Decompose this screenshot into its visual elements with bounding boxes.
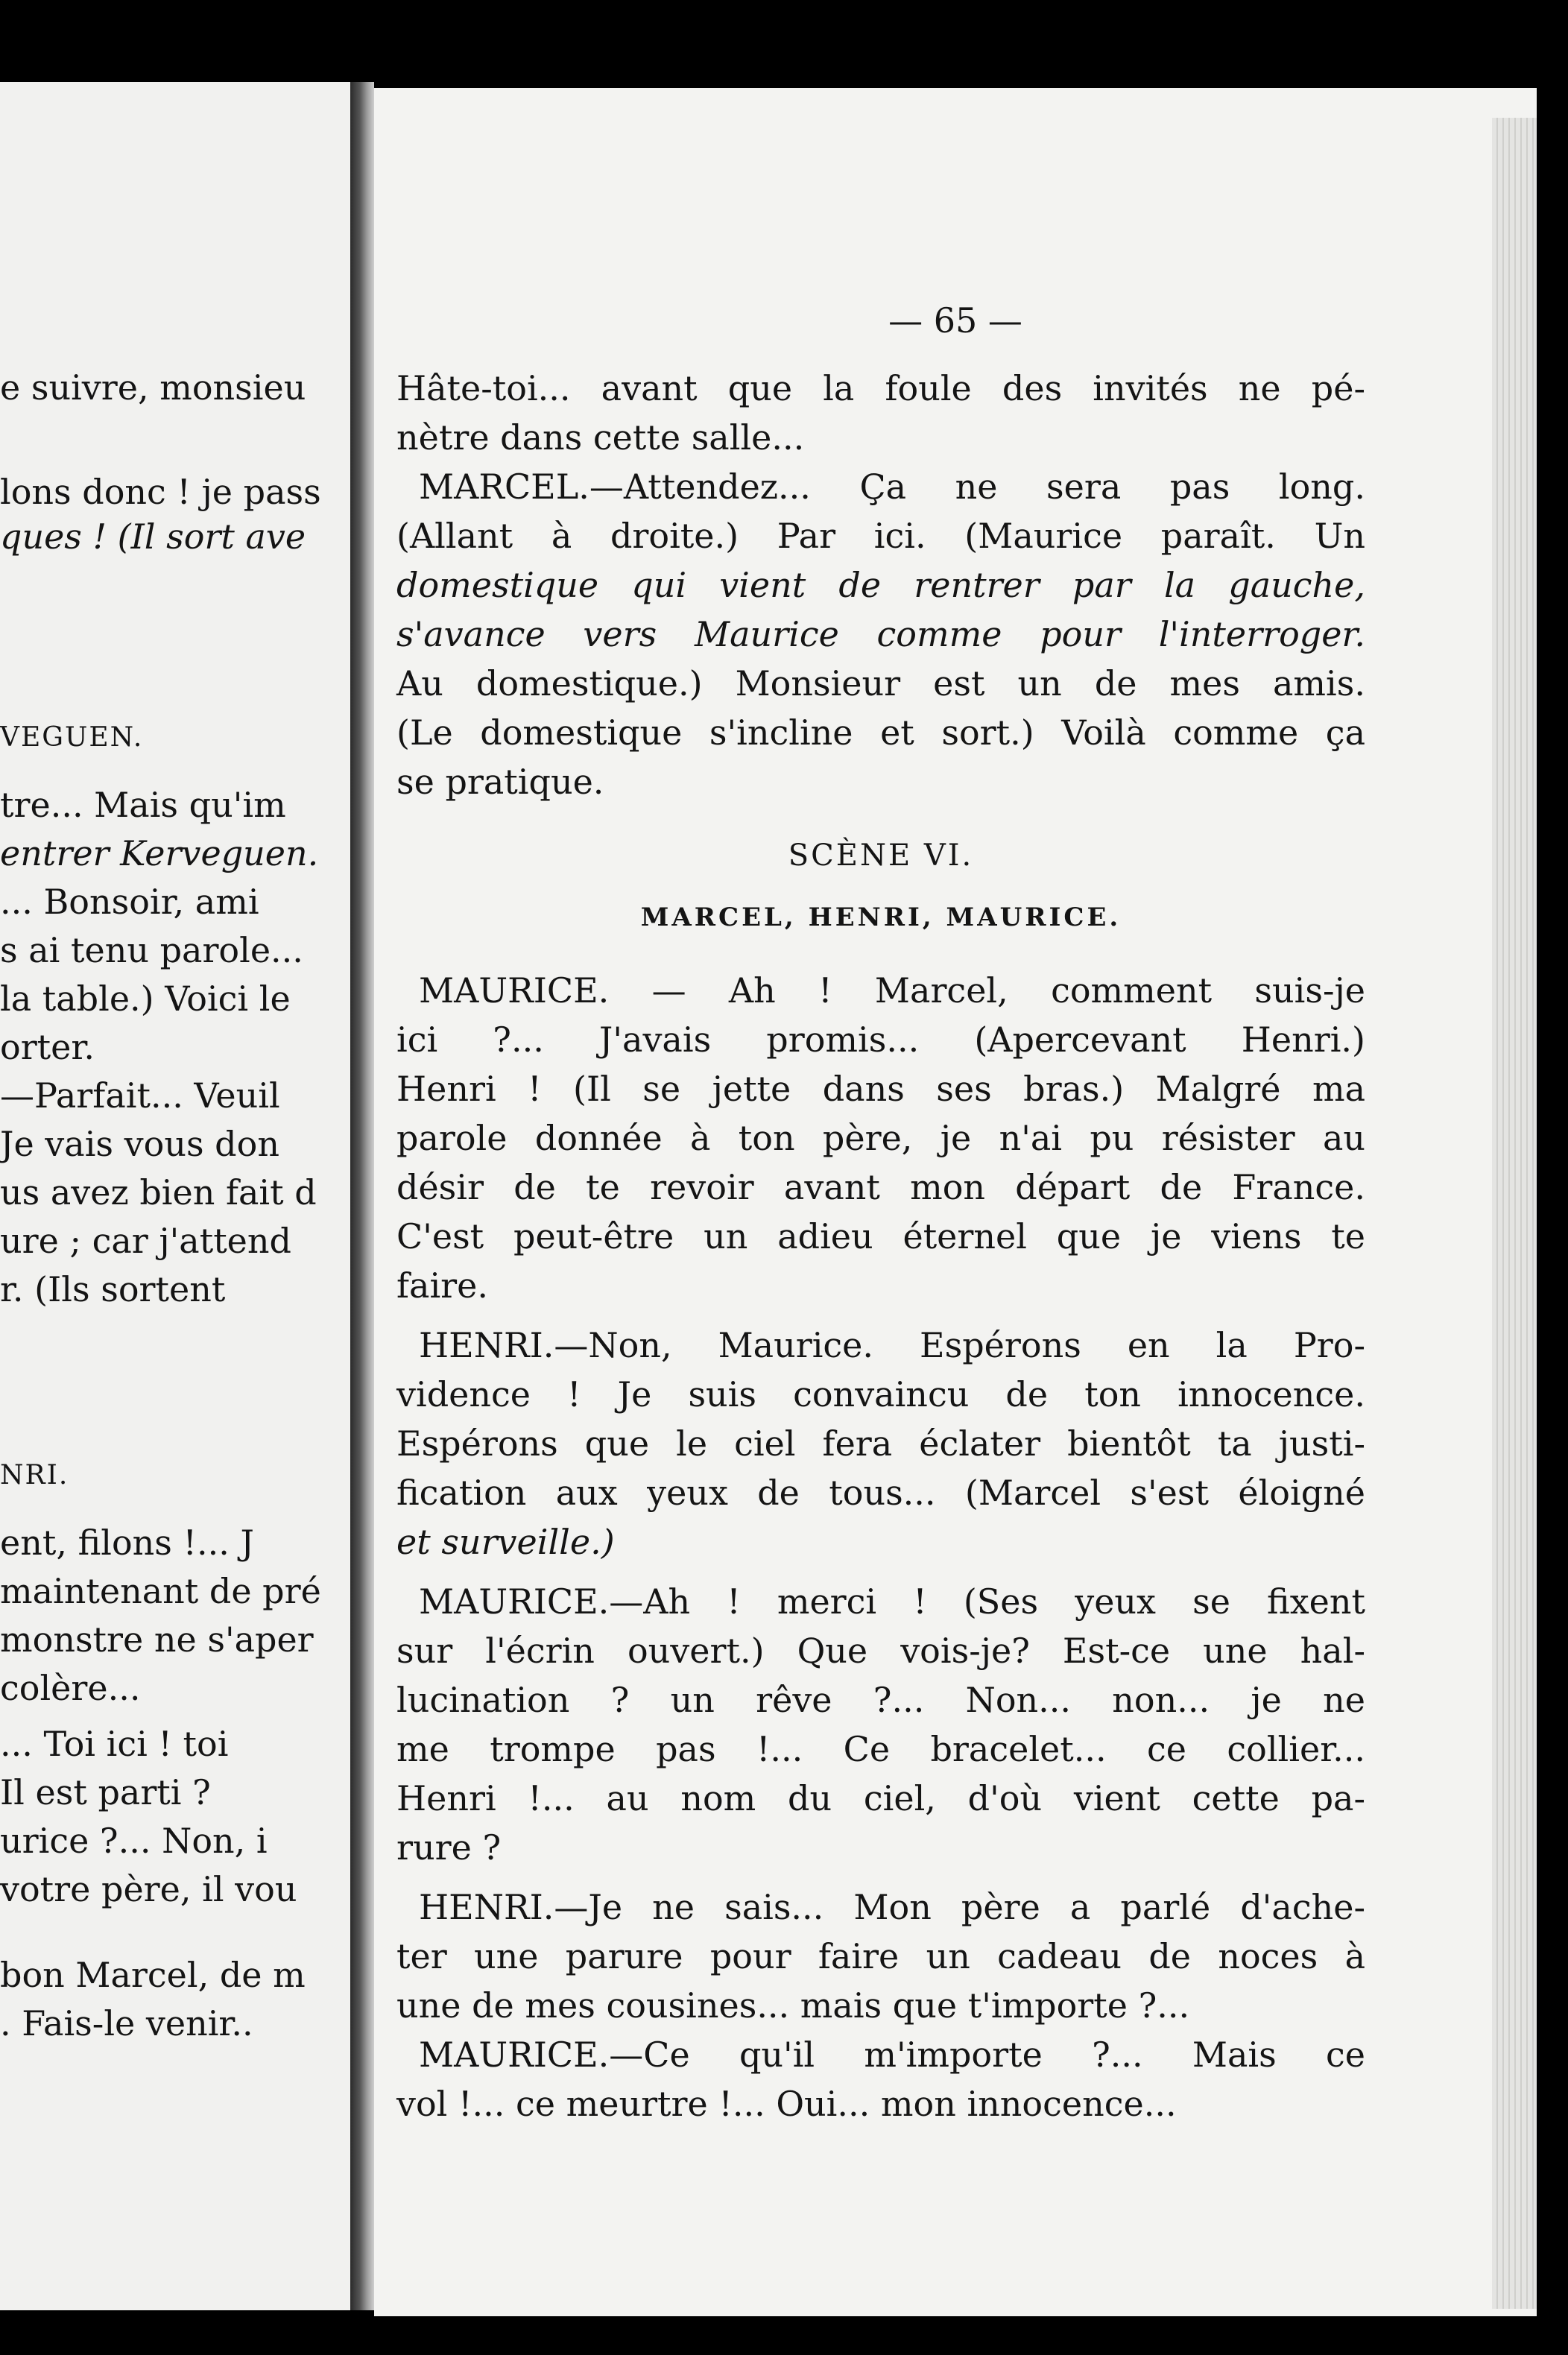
page-edge xyxy=(1492,118,1537,2309)
page-body xyxy=(396,364,1365,2128)
text-line: MARCEL.—Attendez... Ça ne sera pas long. xyxy=(419,467,1365,507)
text-line: se pratique. xyxy=(396,762,604,802)
text-line: MAURICE. — Ah ! Marcel, comment suis-je xyxy=(419,970,1365,1011)
left-line: urice ?... Non, i xyxy=(0,1821,268,1861)
text-line: vol !... ce meurtre !... Oui... mon innocence... xyxy=(396,2084,1177,2124)
text-line: Henri !... au nom du ciel, d'où vient cette pa- xyxy=(396,1778,1365,1818)
scene-title: SCÈNE VI. xyxy=(788,838,974,873)
left-line: colère... xyxy=(0,1668,141,1708)
text-line: une de mes cousines... mais que t'importe ?... xyxy=(396,1985,1190,2026)
text-line: nètre dans cette salle... xyxy=(396,417,805,458)
text-line: fication aux yeux de tous... (Marcel s'est éloigné xyxy=(396,1473,1365,1513)
left-line: ques ! (Il sort ave xyxy=(0,516,306,557)
left-line: ent, filons !... J xyxy=(0,1523,254,1563)
text-line: HENRI.—Je ne sais... Mon père a parlé d'ache- xyxy=(419,1887,1365,1927)
left-line: e suivre, monsieu xyxy=(0,367,306,408)
left-line: ... Toi ici ! toi xyxy=(0,1724,229,1764)
left-line: orter. xyxy=(0,1027,95,1067)
text-line: Henri ! (Il se jette dans ses bras.) Malgré ma xyxy=(396,1069,1365,1109)
left-line: Je vais vous don xyxy=(0,1124,279,1164)
left-line: Il est parti ? xyxy=(0,1772,211,1812)
text-line: parole donnée à ton père, je n'ai pu résister au xyxy=(396,1118,1365,1158)
left-line: maintenant de pré xyxy=(0,1571,321,1611)
left-line: . Fais-le venir.. xyxy=(0,2003,253,2043)
scene-cast: MARCEL, HENRI, MAURICE. xyxy=(640,903,1122,932)
left-line: monstre ne s'aper xyxy=(0,1619,314,1660)
left-line: NRI. xyxy=(0,1460,69,1491)
text-line: s'avance vers Maurice comme pour l'interroger. xyxy=(396,614,1365,654)
text-line: ter une parure pour faire un cadeau de noces à xyxy=(396,1936,1365,1976)
text-line: HENRI.—Non, Maurice. Espérons en la Pro- xyxy=(419,1325,1365,1365)
text-line: Hâte-toi... avant que la foule des invités ne pé- xyxy=(396,368,1365,408)
left-line: tre... Mais qu'im xyxy=(0,785,286,825)
left-line: la table.) Voici le xyxy=(0,979,291,1019)
left-line: r. (Ils sortent xyxy=(0,1269,226,1309)
text-line: et surveille.) xyxy=(396,1522,615,1562)
text-line: MAURICE.—Ah ! merci ! (Ses yeux se fixent xyxy=(419,1581,1365,1622)
left-line: votre père, il vou xyxy=(0,1869,297,1909)
text-line: désir de te revoir avant mon départ de France. xyxy=(396,1167,1365,1207)
text-line: lucination ? un rêve ?... Non... non... je ne xyxy=(396,1680,1365,1720)
text-line: faire. xyxy=(396,1265,488,1306)
text-line: me trompe pas !... Ce bracelet... ce collier... xyxy=(396,1729,1365,1769)
text-line: ici ?... J'avais promis... (Apercevant Henri.) xyxy=(396,1020,1365,1060)
left-line: bon Marcel, de m xyxy=(0,1955,306,1995)
left-line: s ai tenu parole... xyxy=(0,930,303,970)
left-line: ure ; car j'attend xyxy=(0,1221,291,1261)
left-line: lons donc ! je pass xyxy=(0,472,321,512)
text-line: sur l'écrin ouvert.) Que vois-je? Est-ce une hal- xyxy=(396,1631,1365,1671)
text-line: vidence ! Je suis convaincu de ton innocence. xyxy=(396,1374,1365,1414)
text-line: domestique qui vient de rentrer par la gauche, xyxy=(396,565,1365,605)
left-line: ... Bonsoir, ami xyxy=(0,882,259,922)
book-gutter xyxy=(350,82,374,2310)
text-line: rure ? xyxy=(396,1827,502,1868)
left-line: us avez bien fait d xyxy=(0,1172,317,1213)
text-line: (Allant à droite.) Par ici. (Maurice paraît. Un xyxy=(396,516,1365,556)
text-line: (Le domestique s'incline et sort.) Voilà comme ça xyxy=(396,712,1365,753)
text-line: Espérons que le ciel fera éclater bientôt ta justi- xyxy=(396,1423,1365,1464)
text-line: C'est peut-être un adieu éternel que je viens te xyxy=(396,1216,1365,1256)
text-line: Au domestique.) Monsieur est un de mes amis. xyxy=(396,663,1365,704)
text-line: MAURICE.—Ce qu'il m'importe ?... Mais ce xyxy=(419,2035,1365,2075)
left-page-fragment xyxy=(0,82,350,2310)
right-page xyxy=(374,88,1537,2316)
page-number: — 65 — xyxy=(888,300,1022,341)
left-line: —Parfait... Veuil xyxy=(0,1075,280,1116)
left-line: entrer Kerveguen. xyxy=(0,833,319,873)
left-line: VEGUEN. xyxy=(0,722,144,753)
